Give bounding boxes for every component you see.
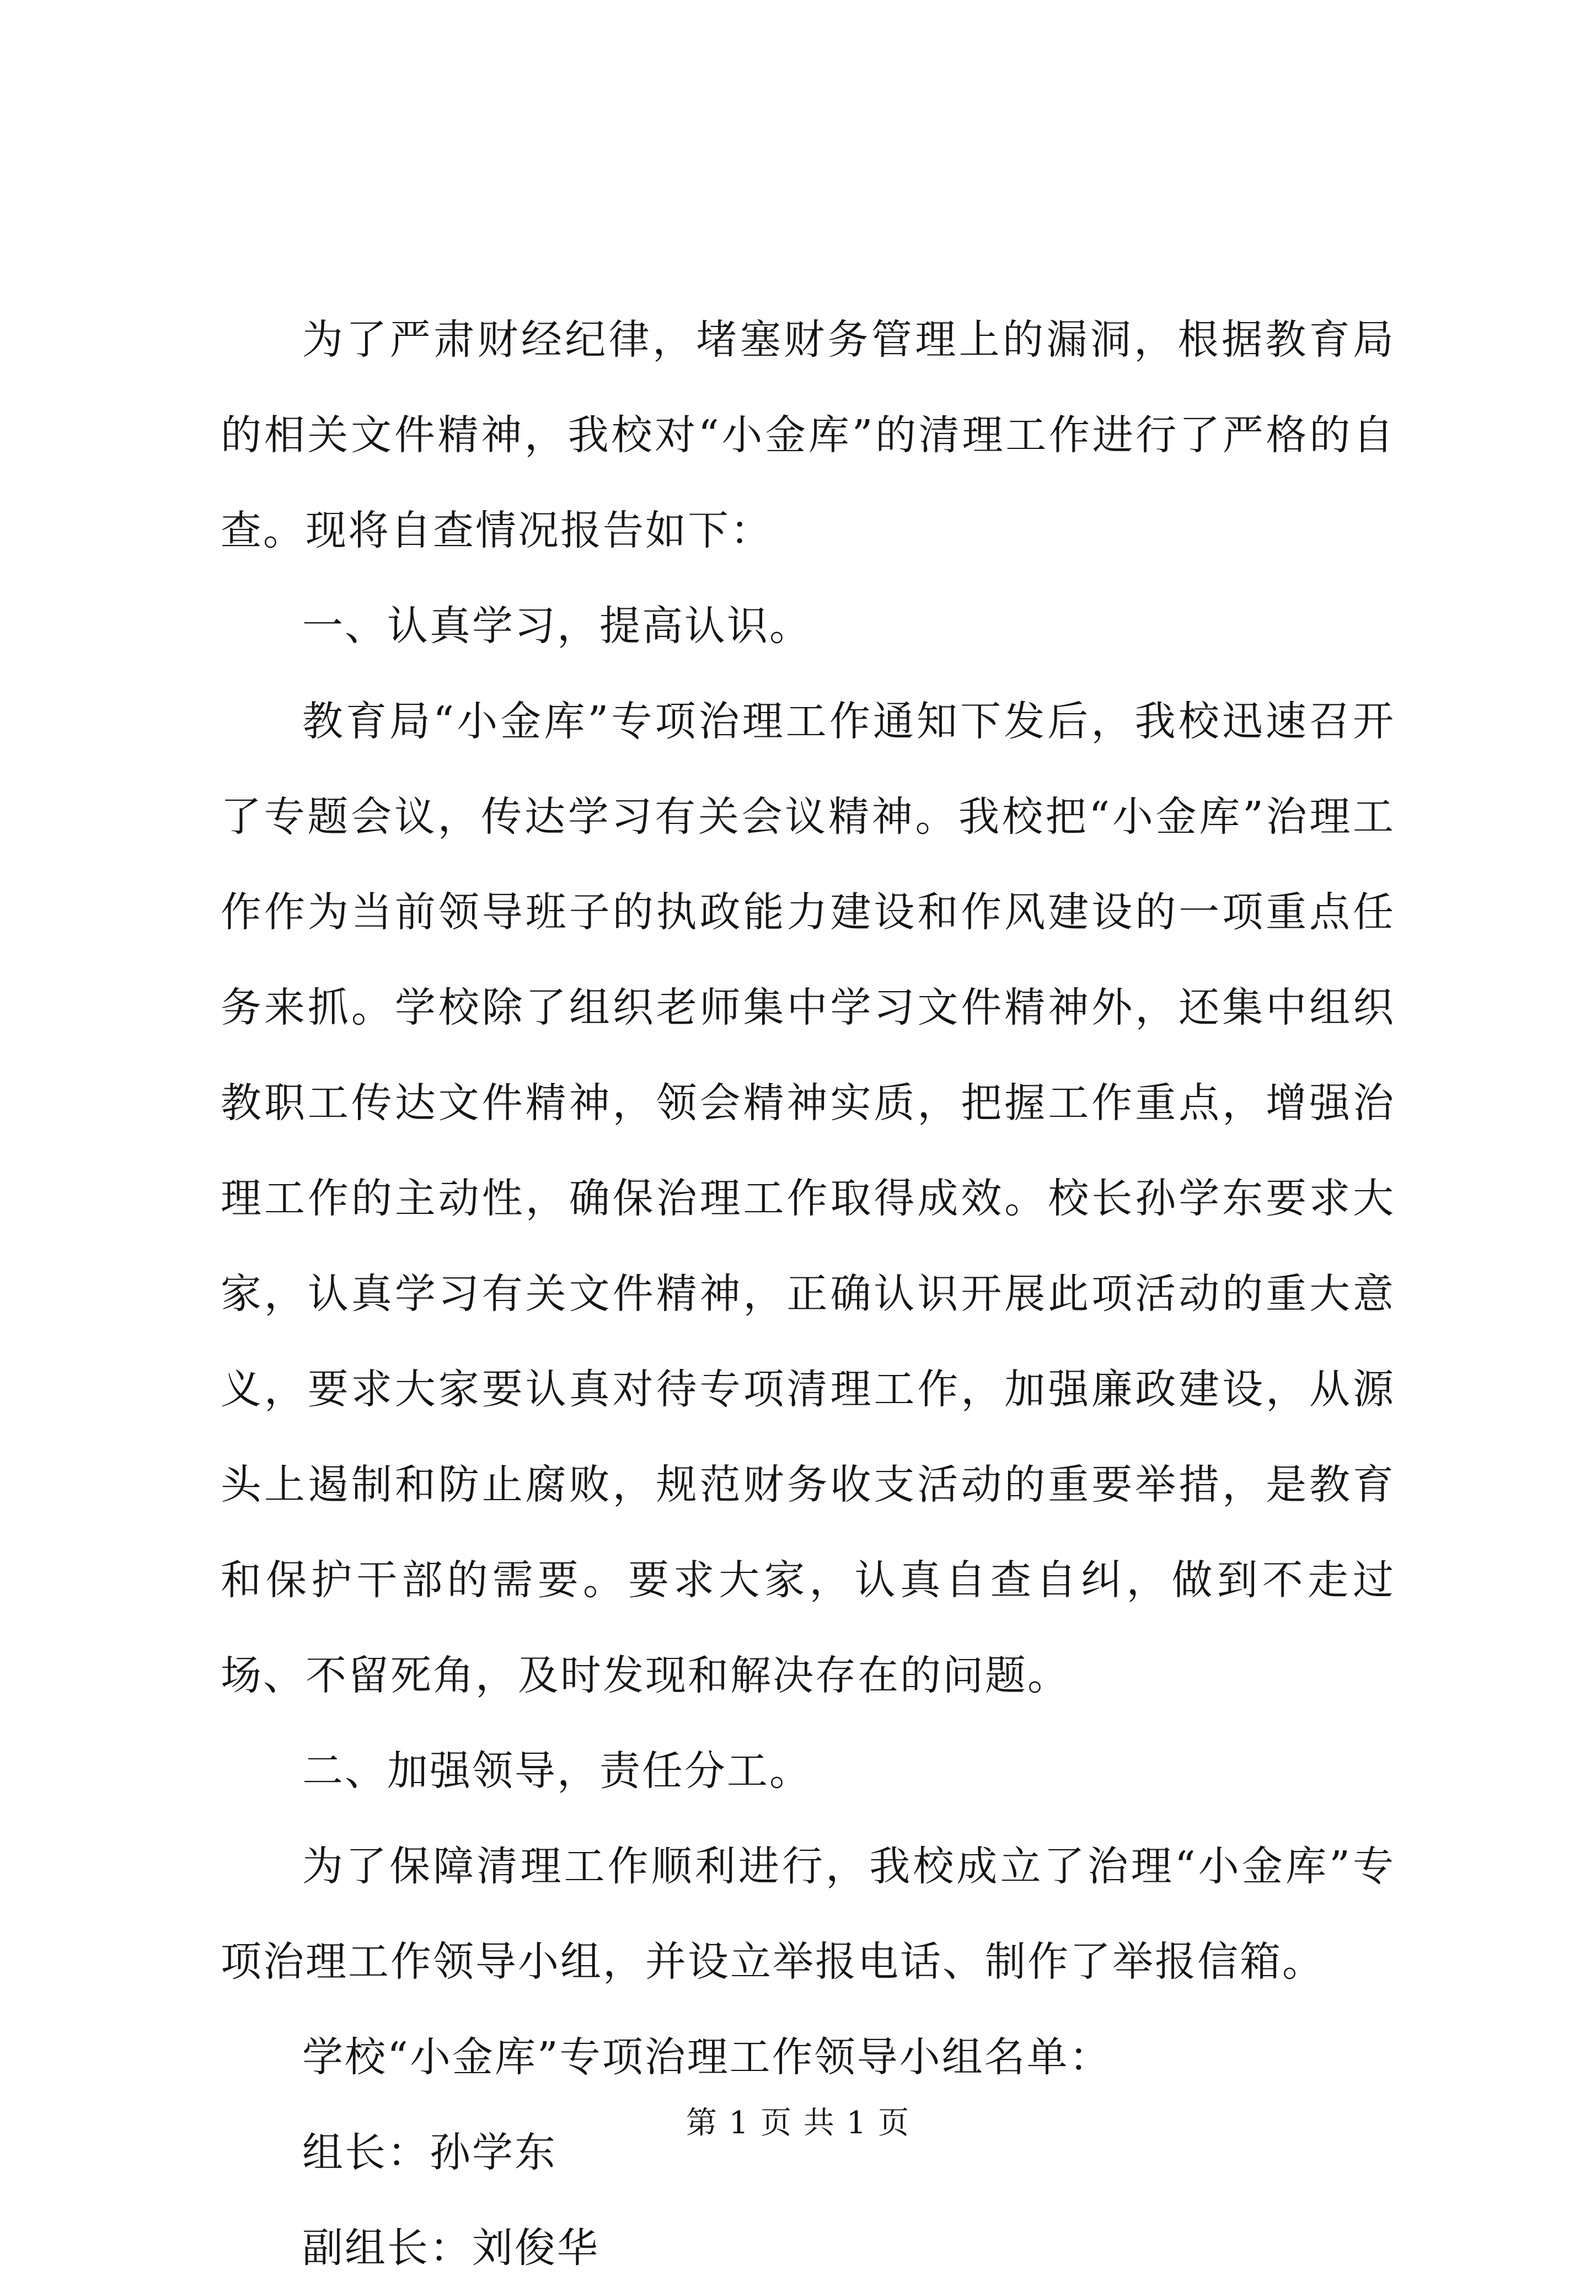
document-body <box>221 292 1395 2296</box>
group-leader-line: 组长：孙学东 <box>302 2129 557 2176</box>
group-list-heading: 学校“小金库”专项治理工作领导小组名单： <box>302 2033 1112 2081</box>
leadership-paragraph: 为了保障清理工作顺利进行，我校成立了治理“小金库”专项治理工作领导小组，并设立举报电话、制作了举报信箱。 <box>221 1843 1395 1985</box>
deputy-leader-line: 副组长：刘俊华 <box>302 2224 599 2272</box>
page-number-footer: 第 1 页 共 1 页 <box>685 2105 911 2141</box>
intro-paragraph: 为了严肃财经纪律，堵塞财务管理上的漏洞，根据教育局的相关文件精神，我校对“小金库”的清理工作进行了严格的自查。现将自查情况报告如下： <box>221 316 1395 554</box>
section-heading-study: 一、认真学习，提高认识。 <box>302 602 812 650</box>
section-heading-leadership: 二、加强领导，责任分工。 <box>302 1747 812 1795</box>
study-paragraph: 教育局“小金库”专项治理工作通知下发后，我校迅速召开了专题会议，传达学习有关会议精神。我校把“小金库”治理工作作为当前领导班子的执政能力建设和作风建设的一项重点任务来抓。学校除了组织老师集中学习文件精神外，还集中组织教职工传达文件精神，领会精神实质，把握工作重点，增强治理工作的主动性，确保治理工作取得成效。校长孙学东要求大家，认真学习有关文件精神，正确认识开展此项活动的重大意义，要求大家要认真对待专项清理工作，加强廉政建设，从源头上遏制和防止腐败，规范财务收支活动的重要举措，是教育和保护干部的需要。要求大家，认真自查自纠，做到不走过场、不留死角，及时发现和解决存在的问题。 <box>221 698 1395 1699</box>
